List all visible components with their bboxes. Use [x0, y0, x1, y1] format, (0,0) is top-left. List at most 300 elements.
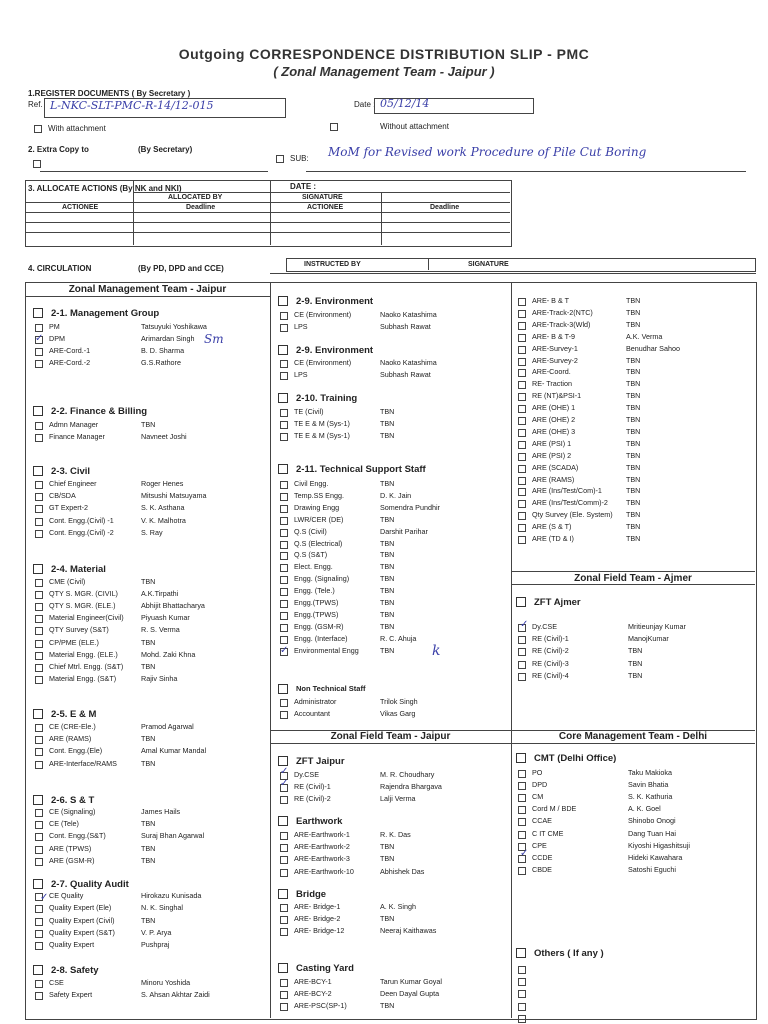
section-title-text: ZFT Jaipur [296, 756, 345, 767]
recipient-checkbox[interactable] [280, 624, 288, 632]
recipient-role: Q.S (Electrical) [294, 538, 343, 548]
recipient-role: TE E & M (Sys-1) [294, 431, 350, 441]
recipient-checkbox[interactable] [280, 832, 288, 840]
recipient-checkbox[interactable] [518, 770, 526, 778]
recipient-role: Q.S (S&T) [294, 550, 328, 560]
ref-label: Ref. [28, 100, 43, 109]
recipient-name: Minoru Yoshida [141, 978, 191, 987]
recipient-name: Shinobo Onogi [628, 816, 676, 826]
recipient-name: S. K. Asthana [141, 503, 185, 513]
recipient-role: Civil Engg. [294, 479, 329, 488]
dpm-check-icon: ✓ [35, 333, 44, 344]
recipient-name: TBN [380, 407, 395, 416]
recipient-name: TBN [626, 379, 641, 389]
recipient-role: ARE-Survey-2 [532, 355, 578, 365]
recipient-name: Darshit Parihar [380, 526, 428, 536]
recipient-name: Mohd. Zaki Khna [141, 649, 196, 659]
recipient-name: G.S.Rathore [141, 358, 181, 368]
recipient-checkbox[interactable] [518, 831, 526, 839]
recipient-name: TBN [380, 419, 395, 429]
recipient-name: Subhash Rawat [380, 322, 431, 332]
recipient-checkbox[interactable] [280, 552, 288, 560]
section-checkbox[interactable] [278, 345, 288, 355]
recipient-checkbox[interactable] [35, 724, 43, 732]
recipient-checkbox[interactable] [35, 833, 43, 841]
recipient-checkbox[interactable] [518, 524, 526, 532]
recipient-checkbox[interactable] [35, 530, 43, 538]
recipient-checkbox[interactable] [280, 928, 288, 936]
recipient-name: TBN [380, 479, 395, 488]
recipient-name: TBN [626, 426, 641, 436]
recipient-name: M. R. Choudhary [380, 770, 435, 779]
recipient-role: Drawing Engg [294, 502, 340, 512]
recipient-name: R. S. Verma [141, 625, 180, 635]
recipient-checkbox[interactable] [35, 821, 43, 829]
recipient-checkbox[interactable] [35, 858, 43, 866]
sub-checkbox[interactable] [276, 155, 284, 163]
section-checkbox[interactable] [33, 879, 43, 889]
circulation-signature-header: SIGNATURE [468, 261, 509, 268]
recipient-checkbox[interactable] [35, 481, 43, 489]
recipient-checkbox[interactable] [518, 310, 526, 318]
recipient-name: Mitsushi Matsuyama [141, 491, 207, 501]
recipient-checkbox[interactable] [518, 358, 526, 366]
recipient-role: RE (Civil)-1 [294, 782, 331, 792]
section-checkbox[interactable] [278, 816, 288, 826]
section-checkbox[interactable] [33, 466, 43, 476]
recipient-role: TE (Civil) [294, 407, 324, 416]
section-checkbox[interactable] [278, 464, 288, 474]
section-checkbox[interactable] [278, 296, 288, 306]
recipient-role: Chief Engineer [49, 479, 97, 488]
recipient-name: TBN [628, 646, 643, 656]
recipient-name: R. C. Ahuja [380, 633, 417, 643]
allocate-line-1 [133, 192, 510, 193]
recipient-name: Pushpraj [141, 940, 170, 950]
recipient-checkbox[interactable] [518, 794, 526, 802]
sub-row [276, 154, 309, 163]
recipient-role: C IT CME [532, 828, 564, 838]
section-checkbox[interactable] [278, 963, 288, 973]
recipient-checkbox[interactable] [280, 904, 288, 912]
recipient-role: ARE (GSM-R) [49, 855, 95, 865]
recipient-checkbox[interactable] [518, 334, 526, 342]
delhi-title: Core Management Team - Delhi [558, 731, 708, 742]
recipient-checkbox[interactable] [35, 422, 43, 430]
recipient-name: Trilok Singh [380, 697, 418, 706]
recipient-checkbox[interactable] [280, 979, 288, 987]
recipient-name: TBN [380, 1001, 395, 1011]
recipient-checkbox[interactable] [35, 980, 43, 988]
section-checkbox[interactable] [278, 756, 288, 766]
recipient-name: Abhijit Bhattacharya [141, 601, 205, 611]
recipient-checkbox[interactable] [518, 369, 526, 377]
section-title-text: Bridge [296, 889, 327, 900]
section-checkbox[interactable] [278, 393, 288, 403]
recipient-name: TBN [626, 296, 641, 305]
recipient-role: Cont. Engg.(S&T) [49, 831, 106, 841]
recipient-role: Quality Expert (Ele) [49, 903, 112, 913]
recipient-role: Administrator [294, 697, 337, 706]
recipient-checkbox[interactable] [518, 465, 526, 473]
recipient-role: Quality Expert (Civil) [49, 915, 115, 925]
recipient-checkbox[interactable] [280, 856, 288, 864]
allocate-vline-3 [381, 193, 382, 245]
recipient-name: TBN [626, 319, 641, 329]
recipient-name: V. K. Malhotra [141, 515, 186, 525]
recipient-name: Lalji Verma [380, 794, 416, 804]
register-label: 1.REGISTER DOCUMENTS ( By Secretary ) [28, 89, 191, 98]
extra-copy-by: (By Secretary) [138, 145, 193, 154]
recipient-checkbox[interactable] [518, 818, 526, 826]
recipient-name: Benudhar Sahoo [626, 343, 680, 353]
recipient-name: Roger Henes [141, 479, 184, 488]
section-title [278, 393, 357, 404]
recipient-checkbox[interactable] [518, 661, 526, 669]
section-title [278, 889, 326, 900]
recipient-role: RE (Civil)-1 [532, 634, 569, 644]
recipient-checkbox[interactable] [280, 421, 288, 429]
recipient-checkbox[interactable] [35, 676, 43, 684]
recipient-role: Engg. (Interface) [294, 633, 348, 643]
recipient-checkbox[interactable] [35, 615, 43, 623]
section-title-text: Earthwork [296, 816, 343, 827]
recipient-checkbox[interactable] [35, 591, 43, 599]
recipient-checkbox[interactable] [518, 500, 526, 508]
section-title-text: CMT (Delhi Office) [534, 753, 617, 764]
recipient-role: ARE-Cord.-1 [49, 346, 91, 356]
recipient-name: TBN [626, 522, 641, 532]
section-title [33, 564, 106, 575]
recipient-checkbox[interactable] [518, 477, 526, 485]
allocate-label: 3. ALLOCATE ACTIONS (By NK and NKI) [28, 184, 182, 193]
recipient-role: LPS [294, 370, 308, 380]
section-checkbox[interactable] [33, 564, 43, 574]
section-checkbox[interactable] [278, 684, 288, 694]
recipient-name: Satoshi Eguchi [628, 864, 676, 874]
section-title-text: 2-2. Finance & Billing [51, 406, 148, 417]
recipient-role: Material Engg. (S&T) [49, 673, 117, 683]
section-title [33, 879, 129, 890]
recipient-role: Temp.SS Engg. [294, 490, 344, 500]
recipient-role: RE (Civil)-4 [532, 670, 569, 680]
recipient-name: Abhishek Das [380, 866, 425, 876]
recipient-checkbox[interactable] [35, 748, 43, 756]
recipient-checkbox[interactable] [518, 298, 526, 306]
recipient-checkbox[interactable] [35, 579, 43, 587]
allocate-table [25, 180, 512, 247]
recipient-role: Cont. Engg.(Ele) [49, 746, 103, 756]
recipient-role: RE (NT)&PSI-1 [532, 391, 582, 401]
recipient-name: Amal Kumar Mandal [141, 746, 207, 756]
recipient-checkbox[interactable] [280, 505, 288, 513]
deadline-header-2: Deadline [430, 204, 460, 211]
allocate-line-4 [25, 222, 510, 223]
recipient-checkbox[interactable] [518, 488, 526, 496]
recipient-role: ARE (Ins/Test/Comm)-2 [532, 498, 608, 508]
section-checkbox[interactable] [33, 308, 43, 318]
recipient-role: CBDE [532, 864, 552, 874]
recipient-role: PO [532, 768, 543, 777]
recipient-role: Elect. Engg. [294, 562, 333, 572]
ajmer-header-top [511, 571, 755, 572]
recipient-checkbox[interactable] [280, 517, 288, 525]
section-checkbox[interactable] [33, 709, 43, 719]
recipient-checkbox[interactable] [518, 417, 526, 425]
recipient-name: TBN [380, 586, 395, 596]
recipient-checkbox[interactable] [518, 429, 526, 437]
recipient-checkbox[interactable] [35, 652, 43, 660]
recipient-checkbox[interactable] [35, 846, 43, 854]
recipient-checkbox[interactable] [518, 441, 526, 449]
section-title [33, 406, 147, 417]
recipient-checkbox[interactable] [35, 434, 43, 442]
col1-header-line [25, 296, 270, 297]
recipient-checkbox[interactable] [518, 536, 526, 544]
recipient-role: ARE-Earthwork-1 [294, 830, 350, 839]
recipient-checkbox[interactable] [280, 612, 288, 620]
section-title [278, 816, 342, 827]
recipient-checkbox[interactable] [280, 711, 288, 719]
recipient-role: RE- Traction [532, 379, 572, 389]
recipient-checkbox[interactable] [35, 505, 43, 513]
recipient-name: A. K. Singh [380, 902, 416, 911]
recipient-checkbox[interactable] [280, 493, 288, 501]
recipient-checkbox[interactable] [518, 393, 526, 401]
recipient-checkbox[interactable] [280, 324, 288, 332]
others-checkbox[interactable] [518, 1003, 526, 1011]
others-checkbox[interactable] [518, 1015, 526, 1023]
recipient-role: Q.S (Civil) [294, 526, 327, 536]
recipient-checkbox[interactable] [518, 673, 526, 681]
recipient-name: TBN [626, 462, 641, 472]
extra-copy-checkbox[interactable] [33, 160, 41, 168]
section-title-text: 2-1. Management Group [51, 308, 160, 319]
recipient-checkbox[interactable] [518, 867, 526, 875]
section-checkbox[interactable] [516, 948, 526, 958]
recipient-checkbox[interactable] [35, 324, 43, 332]
recipient-name: Naoko Katashima [380, 358, 437, 367]
recipient-role: CCAE [532, 816, 552, 826]
recipient-checkbox[interactable] [35, 992, 43, 1000]
recipient-role: Engg.(TPWS) [294, 609, 339, 619]
allocate-line-5 [25, 232, 510, 233]
recipient-checkbox[interactable] [280, 360, 288, 368]
recipient-checkbox[interactable] [280, 588, 288, 596]
recipient-name: S. Ahsan Akhtar Zaidi [141, 990, 210, 1000]
section-title [33, 965, 99, 976]
recipient-checkbox[interactable] [280, 576, 288, 584]
recipient-name: TBN [626, 510, 641, 520]
recipient-checkbox[interactable] [518, 322, 526, 330]
recipient-name: TBN [626, 415, 641, 424]
recipient-role: ARE (RAMS) [49, 734, 92, 744]
section-checkbox[interactable] [33, 406, 43, 416]
recipient-checkbox[interactable] [35, 930, 43, 938]
circulation-top-line [270, 273, 756, 274]
recipient-checkbox[interactable] [280, 844, 288, 852]
signature-header: SIGNATURE [302, 194, 343, 201]
recipient-name: Neeraj Kaithawas [380, 926, 437, 936]
recipient-checkbox[interactable] [35, 809, 43, 817]
recipient-checkbox[interactable] [35, 761, 43, 769]
recipient-name: B. D. Sharma [141, 346, 185, 356]
recipient-checkbox[interactable] [35, 942, 43, 950]
recipient-checkbox[interactable] [280, 991, 288, 999]
recipient-role: CE (Environment) [294, 358, 352, 367]
recipient-checkbox[interactable] [518, 346, 526, 354]
circulation-by: (By PD, DPD and CCE) [138, 264, 224, 273]
section-checkbox[interactable] [33, 965, 43, 975]
recipient-name: TBN [141, 758, 156, 768]
instructed-vline [428, 258, 429, 270]
recipient-name: TBN [380, 842, 395, 852]
recipient-role: ARE-Coord. [532, 367, 571, 377]
recipient-checkbox[interactable] [35, 640, 43, 648]
recipient-name: TBN [380, 574, 395, 584]
recipient-checkbox[interactable] [280, 312, 288, 320]
others-checkbox[interactable] [518, 990, 526, 998]
recipient-checkbox[interactable] [280, 796, 288, 804]
recipient-role: ARE (TD & I) [532, 534, 574, 543]
without-attachment-checkbox[interactable] [330, 123, 338, 131]
recipient-checkbox[interactable] [35, 918, 43, 926]
recipient-role: ARE (PSI) 2 [532, 450, 572, 460]
section-title [278, 464, 426, 475]
recipient-name: TBN [628, 670, 643, 680]
recipient-checkbox[interactable] [35, 736, 43, 744]
recipient-checkbox[interactable] [35, 905, 43, 913]
recipient-name: TBN [626, 486, 641, 496]
section-checkbox[interactable] [516, 753, 526, 763]
recipient-role: ARE- Bridge-2 [294, 914, 341, 924]
recipient-checkbox[interactable] [518, 782, 526, 790]
recipient-checkbox[interactable] [280, 433, 288, 441]
section-title-text: 2-11. Technical Support Staff [296, 464, 426, 475]
recipient-checkbox[interactable] [35, 493, 43, 501]
recipient-name: TBN [380, 854, 395, 864]
section-checkbox[interactable] [516, 597, 526, 607]
dycse-check-icon: ✓ [280, 766, 289, 777]
recipient-role: CSE [49, 978, 64, 987]
section-title [278, 296, 373, 307]
others-checkbox[interactable] [518, 966, 526, 974]
recipient-role: Engg.(TPWS) [294, 598, 339, 607]
recipient-role: CE (Environment) [294, 310, 352, 319]
recipient-checkbox[interactable] [518, 405, 526, 413]
sub-label: SUB: [290, 154, 309, 163]
recipient-role: CE Quality [49, 891, 84, 900]
extra-copy-line [40, 171, 268, 172]
recipient-name: ManojKumar [628, 634, 669, 644]
recipient-checkbox[interactable] [518, 636, 526, 644]
recipient-checkbox[interactable] [280, 409, 288, 417]
recipient-name: TBN [626, 438, 641, 448]
recipient-checkbox[interactable] [280, 916, 288, 924]
recipient-checkbox[interactable] [518, 648, 526, 656]
recipient-checkbox[interactable] [280, 869, 288, 877]
recipient-checkbox[interactable] [35, 664, 43, 672]
page-title: Outgoing CORRESPONDENCE DISTRIBUTION SLIP - PMC [178, 46, 590, 62]
recipient-role: GT Expert-2 [49, 503, 89, 513]
recipient-role: ARE-Cord.-2 [49, 358, 91, 368]
recipient-checkbox[interactable] [518, 512, 526, 520]
recipient-name: D. K. Jain [380, 490, 412, 500]
recipient-checkbox[interactable] [518, 453, 526, 461]
recipient-name: Tarun Kumar Goyal [380, 977, 442, 986]
ref-value: L-NKC-SLT-PMC-R-14/12-015 [50, 99, 214, 112]
recipient-checkbox[interactable] [35, 627, 43, 635]
actionee-header-1: ACTIONEE [62, 204, 99, 211]
recipient-name: Taku Makioka [628, 768, 672, 777]
recipient-role: CP/PME (ELE.) [49, 637, 99, 647]
recipient-role: CME (Civil) [49, 577, 86, 586]
recipient-checkbox[interactable] [35, 518, 43, 526]
recipient-checkbox[interactable] [518, 381, 526, 389]
recipient-checkbox[interactable] [35, 603, 43, 611]
col1-title: Zonal Management Team - Jaipur [68, 284, 227, 295]
section-checkbox[interactable] [278, 889, 288, 899]
section-checkbox[interactable] [33, 795, 43, 805]
recipient-checkbox[interactable] [35, 348, 43, 356]
recipient-checkbox[interactable] [280, 636, 288, 644]
recipient-checkbox[interactable] [280, 564, 288, 572]
recipient-checkbox[interactable] [280, 372, 288, 380]
recipient-role: Material Engineer(Civil) [49, 613, 124, 623]
ajmer-title: Zonal Field Team - Ajmer [574, 573, 692, 584]
recipient-role: Environmental Engg [294, 645, 359, 655]
section-title-text: Others ( If any ) [534, 948, 604, 959]
recipient-role: Engg. (Signaling) [294, 574, 350, 584]
with-attachment-checkbox[interactable] [34, 125, 42, 133]
recipient-checkbox[interactable] [280, 600, 288, 608]
recipient-role: Cont. Engg.(Civil) -2 [49, 527, 114, 537]
recipient-role: ARE-BCY-1 [294, 977, 332, 986]
section-title-text: 2-8. Safety [51, 965, 99, 976]
section-title [33, 308, 159, 319]
recipient-checkbox[interactable] [280, 1003, 288, 1011]
recipient-name: V. P. Arya [141, 927, 172, 937]
recipient-role: RE (Civil)-3 [532, 658, 569, 668]
section-title-text: 2-7. Quality Audit [51, 879, 129, 890]
recipient-role: Quality Expert (S&T) [49, 927, 115, 937]
recipient-checkbox[interactable] [280, 529, 288, 537]
recipient-role: CCDE [532, 852, 553, 862]
ce-quality-check-icon: ✓ [40, 892, 49, 903]
recipient-name: A.K. Verma [626, 331, 663, 341]
others-checkbox[interactable] [518, 978, 526, 986]
recipient-checkbox[interactable] [518, 806, 526, 814]
recipient-checkbox[interactable] [280, 481, 288, 489]
recipient-checkbox[interactable] [280, 699, 288, 707]
allocated-by-header: ALLOCATED BY [168, 194, 223, 201]
instructed-by-header: INSTRUCTED BY [304, 261, 361, 268]
recipient-name: Piyuash Kumar [141, 613, 190, 623]
recipient-checkbox[interactable] [35, 360, 43, 368]
recipient-role: QTY Survey (S&T) [49, 625, 109, 635]
recipient-name: TBN [141, 819, 156, 829]
section-title [33, 795, 94, 806]
recipient-checkbox[interactable] [280, 541, 288, 549]
recipient-name: TBN [380, 598, 395, 607]
recipient-name: Dang Tuan Hai [628, 828, 676, 838]
section-title [33, 466, 90, 477]
recipient-name: N. K. Singhal [141, 903, 183, 913]
recipient-name: TBN [626, 498, 641, 508]
recipient-name: James Hails [141, 807, 181, 816]
recipient-name: Hideki Kawahara [628, 852, 683, 862]
recipient-name: TBN [141, 420, 156, 429]
